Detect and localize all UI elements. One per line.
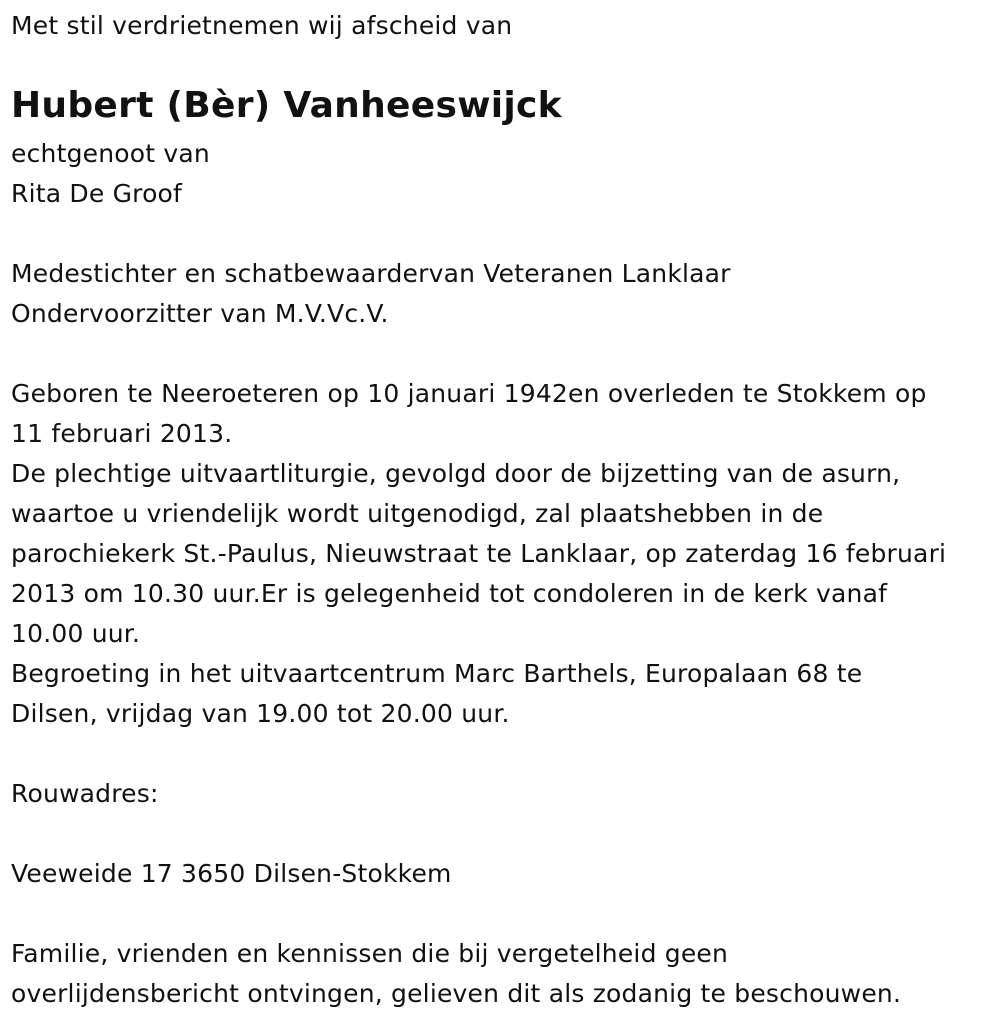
- rouwadres-label: Rouwadres:: [11, 779, 159, 808]
- roles-block: [11, 254, 731, 334]
- detail-line: Dilsen, vrijdag van 19.00 tot 20.00 uur.: [11, 699, 510, 728]
- intro-text: Met stil verdrietnemen wij afscheid van: [11, 11, 513, 40]
- detail-line: 10.00 uur.: [11, 619, 141, 648]
- role-line: Ondervoorzitter van M.V.Vc.V.: [11, 299, 389, 328]
- closing-line: Familie, vrienden en kennissen die bij vergetelheid geen: [11, 939, 729, 968]
- spouse-relation: echtgenoot van: [11, 139, 210, 168]
- rouwadres-address: Veeweide 17 3650 Dilsen-Stokkem: [11, 859, 452, 888]
- role-line: Medestichter en schatbewaardervan Veteranen Lanklaar: [11, 259, 731, 288]
- detail-line: 2013 om 10.30 uur.Er is gelegenheid tot condoleren in de kerk vanaf: [11, 579, 888, 608]
- detail-line: Geboren te Neeroeteren op 10 januari 1942en overleden te Stokkem op: [11, 379, 927, 408]
- closing-note: [11, 934, 901, 1014]
- spouse-name: Rita De Groof: [11, 179, 183, 208]
- detail-line: parochiekerk St.-Paulus, Nieuwstraat te Lanklaar, op zaterdag 16 februari: [11, 539, 947, 568]
- detail-line: Begroeting in het uitvaartcentrum Marc Barthels, Europalaan 68 te: [11, 659, 863, 688]
- deceased-name: Hubert (Bèr) Vanheeswijck: [11, 85, 562, 126]
- detail-line: waartoe u vriendelijk wordt uitgenodigd, zal plaatshebben in de: [11, 499, 824, 528]
- closing-line: overlijdensbericht ontvingen, gelieven dit als zodanig te beschouwen.: [11, 979, 902, 1008]
- spouse-block: [11, 134, 210, 214]
- detail-line: De plechtige uitvaartliturgie, gevolgd door de bijzetting van de asurn,: [11, 459, 901, 488]
- detail-line: 11 februari 2013.: [11, 419, 233, 448]
- funeral-details: [11, 374, 946, 734]
